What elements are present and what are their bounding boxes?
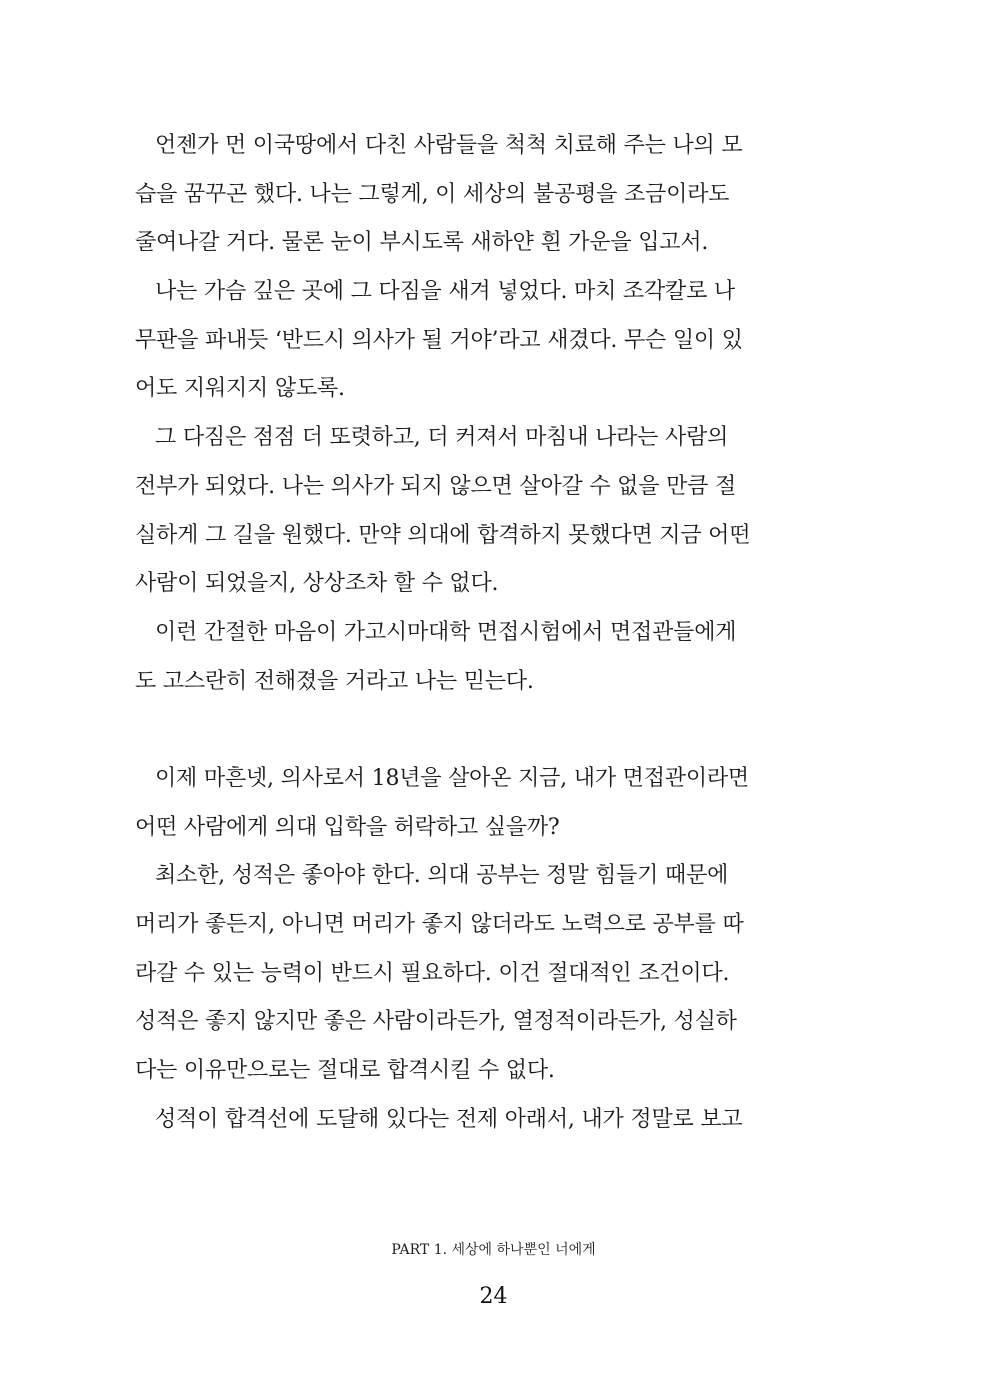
text-line: 이제 마흔넷, 의사로서 18년을 살아온 지금, 내가 면접관이라면 bbox=[155, 765, 749, 791]
text-line: 어떤 사람에게 의대 입학을 허락하고 싶을까? bbox=[135, 814, 560, 840]
page-number: 24 bbox=[479, 1284, 508, 1309]
text-line: 성적이 합격선에 도달해 있다는 전제 아래서, 내가 정말로 보고 bbox=[155, 1106, 743, 1132]
text-line: 이런 간절한 마음이 가고시마대학 면접시험에서 면접관들에게 bbox=[155, 619, 737, 645]
text-line: 도 고스란히 전해졌을 거라고 나는 믿는다. bbox=[135, 668, 534, 694]
text-line: 라갈 수 있는 능력이 반드시 필요하다. 이건 절대적인 조건이다. bbox=[135, 960, 730, 986]
text-line: 전부가 되었다. 나는 의사가 되지 않으면 살아갈 수 없을 만큼 절 bbox=[135, 473, 737, 499]
text-line: 어도 지워지지 않도록. bbox=[135, 376, 345, 402]
text-line: 줄여나갈 거다. 물론 눈이 부시도록 새하얀 흰 가운을 입고서. bbox=[135, 230, 709, 256]
text-block-1 bbox=[135, 122, 775, 706]
text-line: 그 다짐은 점점 더 또렷하고, 더 커져서 마침내 나라는 사람의 bbox=[155, 425, 729, 451]
text-line: 사람이 되었을지, 상상조차 할 수 없다. bbox=[135, 571, 499, 597]
text-line: 나는 가슴 깊은 곳에 그 다짐을 새겨 넣었다. 마치 조각칼로 나 bbox=[155, 279, 735, 305]
body-text bbox=[135, 122, 775, 1144]
text-line: 성적은 좋지 않지만 좋은 사람이라든가, 열정적이라든가, 성실하 bbox=[135, 1009, 737, 1035]
running-footer-title: PART 1. 세상에 하나뿐인 너에게 bbox=[391, 1242, 596, 1258]
text-line: 무판을 파내듯 ‘반드시 의사가 될 거야’라고 새겼다. 무슨 일이 있 bbox=[135, 327, 743, 353]
text-line: 실하게 그 길을 원했다. 만약 의대에 합격하지 못했다면 지금 어떤 bbox=[135, 522, 751, 548]
text-line: 최소한, 성적은 좋아야 한다. 의대 공부는 정말 힘들기 때문에 bbox=[155, 863, 729, 889]
text-line: 언젠가 먼 이국땅에서 다친 사람들을 척척 치료해 주는 나의 모 bbox=[155, 133, 743, 158]
section-break bbox=[135, 706, 775, 755]
text-line: 습을 꿈꾸곤 했다. 나는 그렇게, 이 세상의 불공평을 조금이라도 bbox=[135, 181, 730, 207]
text-block-2 bbox=[135, 755, 775, 1145]
text-line: 다는 이유만으로는 절대로 합격시킬 수 없다. bbox=[135, 1058, 555, 1084]
text-line: 머리가 좋든지, 아니면 머리가 좋지 않더라도 노력으로 공부를 따 bbox=[135, 912, 744, 937]
